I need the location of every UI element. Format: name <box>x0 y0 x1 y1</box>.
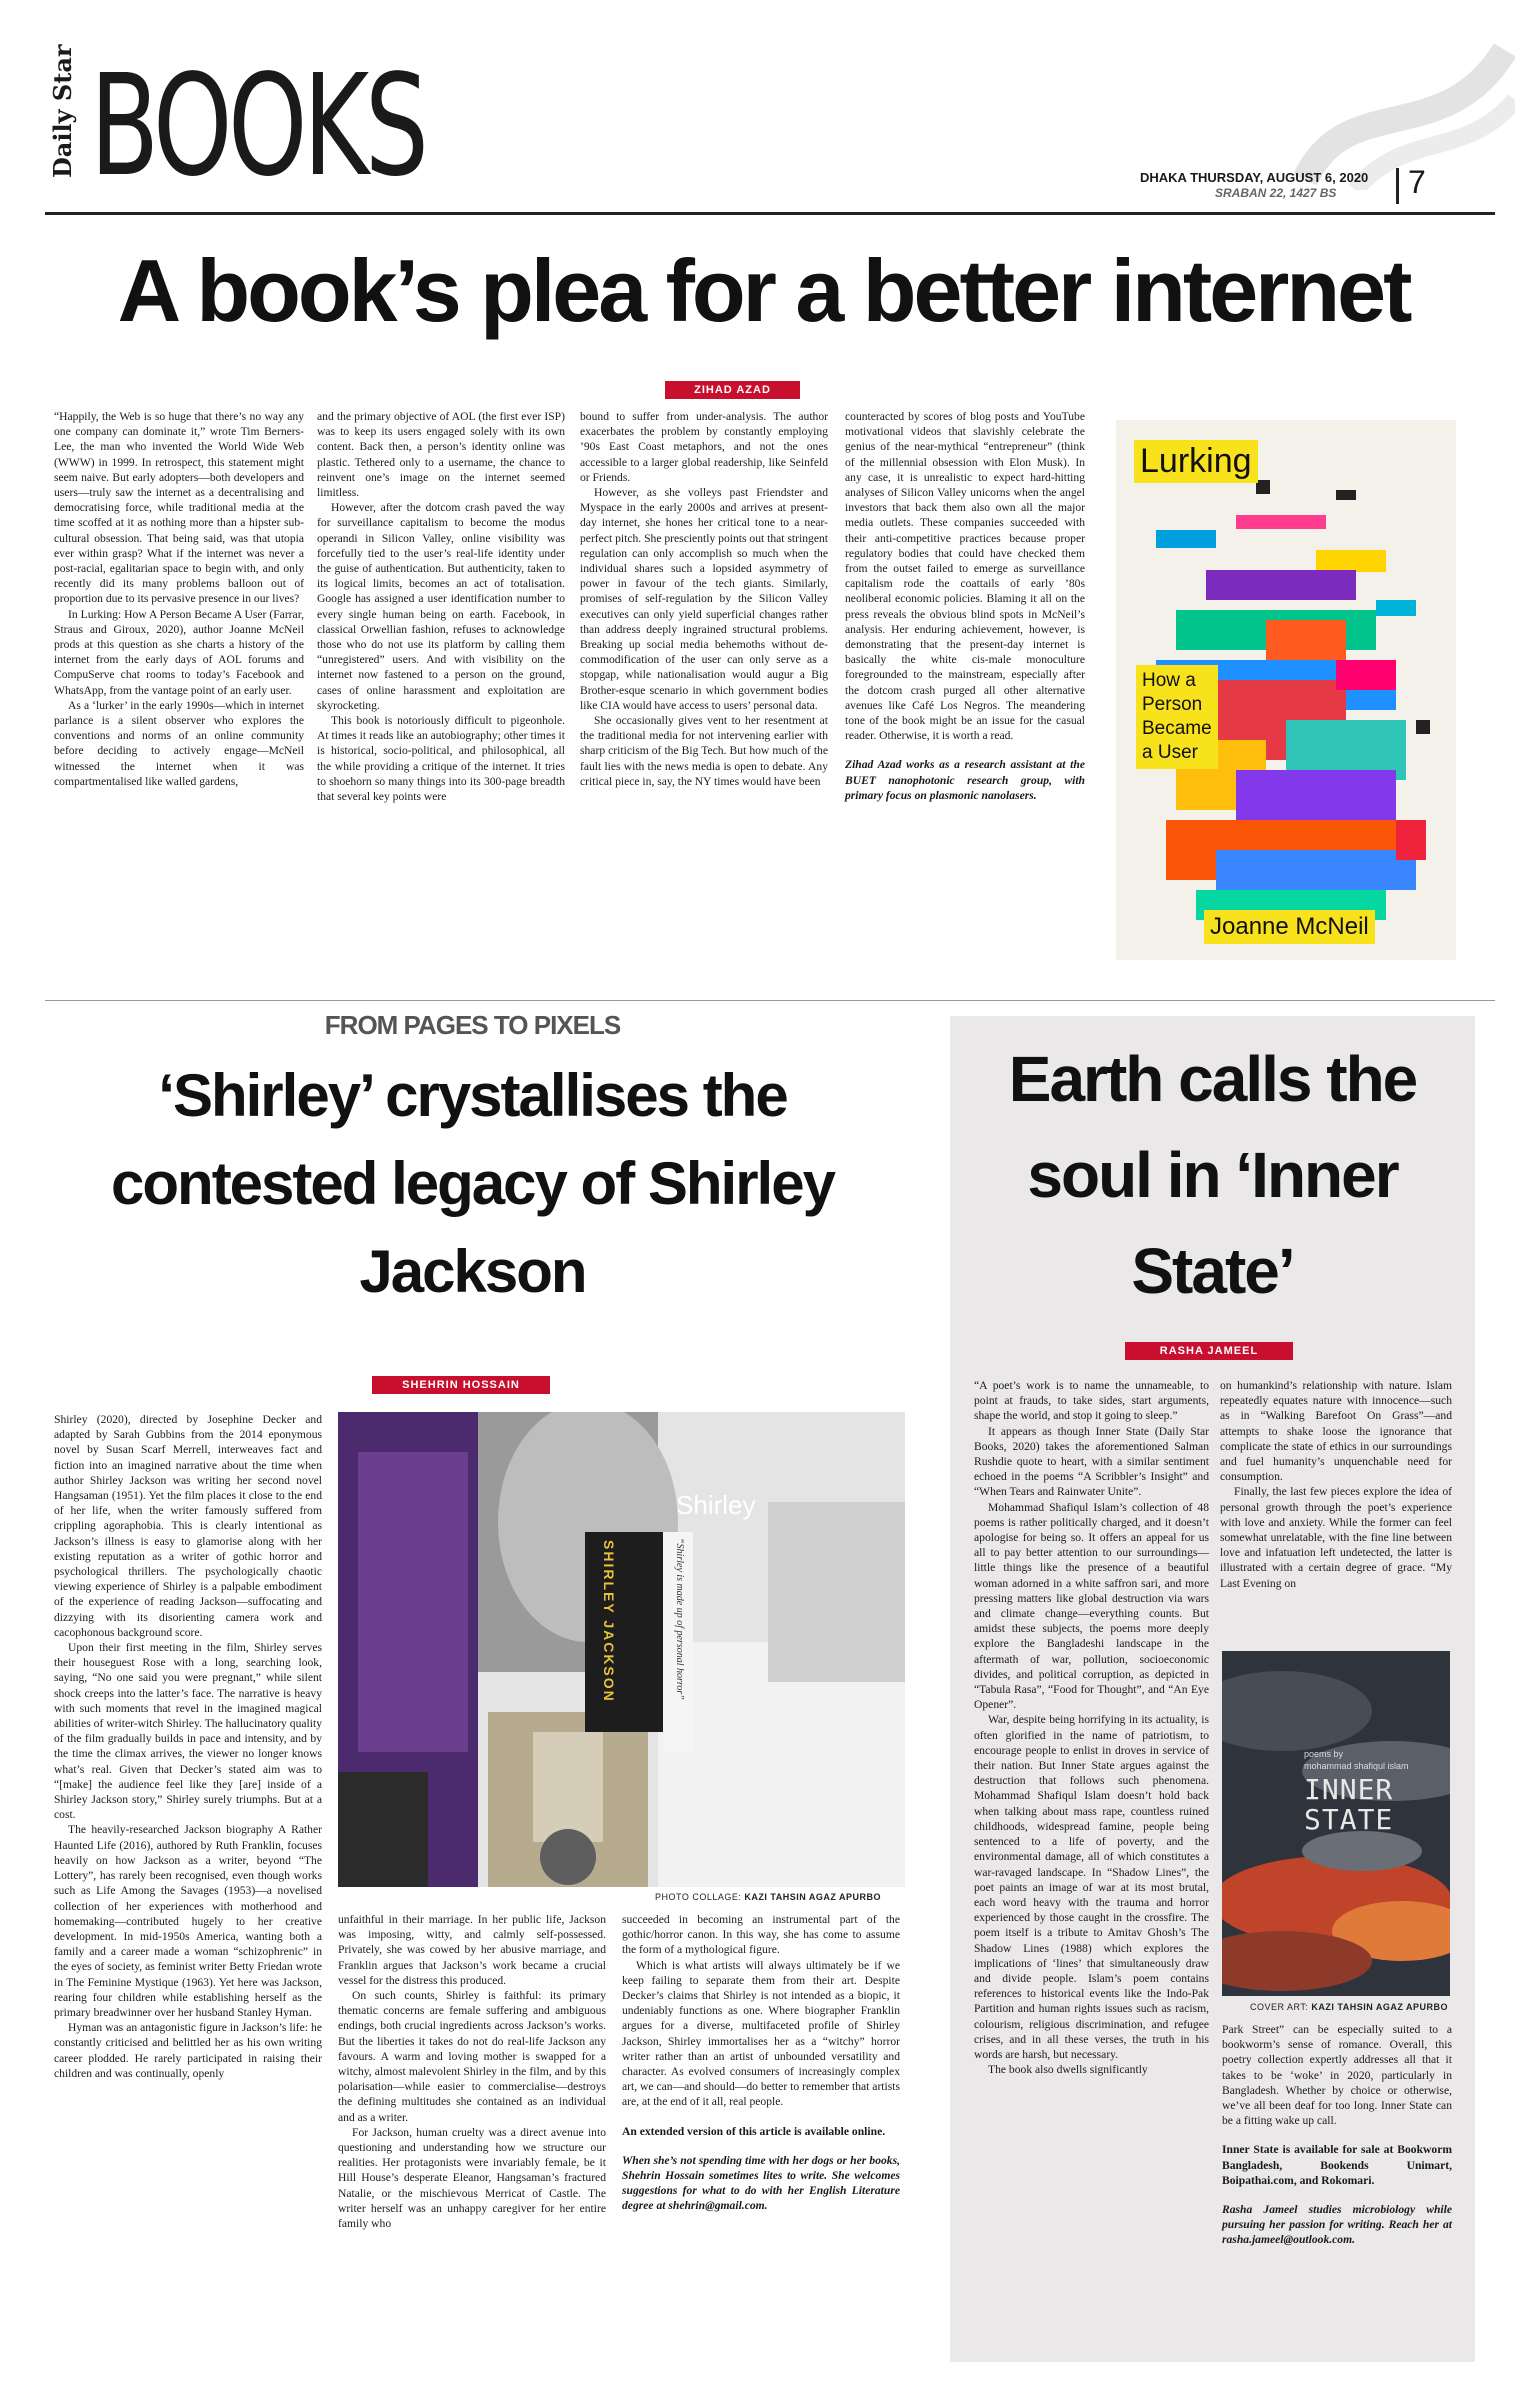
paragraph: and the primary objective of AOL (the first ever ISP) was to keep its users engaged solely with its own content. Back then, a person’s identity online was plastic. Tethered only to a username, the chance to reinvent one’s image on the internet seemed limitless. <box>317 410 565 500</box>
subtitle-line: Became <box>1142 718 1212 739</box>
author-bio: Rasha Jameel studies microbiology while pursuing her passion for writing. Reach her at rasha.jameel@outlook.com. <box>1222 2203 1452 2247</box>
bangla-date: SRABAN 22, 1427 BS <box>1215 186 1337 200</box>
cover-title-line: STATE <box>1304 1803 1394 1836</box>
paragraph: She occasionally gives vent to her resentment at the traditional media for not intervening earlier with sharp criticism of the Big Tech. But how much of the fault lies with the news media is open to debate. Any critical piece in, say, the NY times would have been <box>580 714 828 788</box>
collage-film-title: Shirley <box>676 1490 756 1520</box>
headline-line: ‘Shirley’ crystallises the <box>158 1062 787 1129</box>
author-bio: When she’s not spending time with her dogs or her books, Shehrin Hossain sometimes lites to write. She welcomes suggestions for what to do with her English Literature degree at shehrin@gmail.com. <box>622 2153 900 2213</box>
inner-state-book-cover <box>1222 1651 1450 1996</box>
subtitle-line: a User <box>1142 742 1198 763</box>
lurking-book-cover <box>1116 420 1456 960</box>
article3-sidebar <box>950 1016 1475 2362</box>
collage-book-side <box>663 1532 693 1752</box>
section-rule <box>45 1000 1495 1001</box>
paragraph: bound to suffer from under-analysis. The author exacerbates the problem by constantly employing ’90s East Coast metaphors, and not the ones accessible to a larger global readership, like Seinfeld or Friends. <box>580 410 828 484</box>
subtitle-line: Person <box>1142 694 1203 715</box>
paragraph: “Happily, the Web is so huge that there’s no way any one company can dominate it,” wrote Tim Berners-Lee, the man who invented the World Wide Web (WWW) in 1999. In retrospect, this statement might seem naive. But early adopters—both developers and users—truly saw the internet as a decentralising and democratising force, while traditional media at the time scoffed at it as nothing more than a hipster sub-cultural obsession. That being said, was that utopia ever within grasp? What if the internet was never a post-racial, egalitarian space to begin with, and only recently did its many problems balloon out of proportion due to its pervasive presence in our lives? <box>54 410 304 606</box>
paragraph: unfaithful in their marriage. In her public life, Jackson was imposing, witty, and calmly self-possessed. Privately, she was cowed by her abusive marriage, and Franklin argues that Jackson’s work became a crucial vessel for the distress this produced. <box>338 1913 606 1987</box>
paragraph: This book is notoriously difficult to pigeonhole. At times it reads like an autobiography; other times it is historical, socio-political, and philosophical, all the while providing a critique of the internet. It tries to shoehorn so many things into its 300-page breadth that several key points were <box>317 714 565 804</box>
paragraph: on humankind’s relationship with nature. Islam repeatedly equates nature with innocence—such as in “Walking Barefoot On Grass”—and attempts to shake loose the ignorance that complicate the state of ethics in our surroundings and fuel humanity’s unquenchable need for consumption. <box>1220 1379 1452 1484</box>
author-bio: Zihad Azad works as a research assistant at the BUET nanophotonic research group, with primary focus on plasmonic nanolasers. <box>845 758 1085 802</box>
paragraph: “A poet’s work is to name the unnameable, to point at frauds, to take sides, start arguments, shape the world, and stop it going to sleep.” <box>974 1379 1209 1423</box>
section-title: BOOKS <box>90 45 425 208</box>
article2-col1 <box>54 1412 322 2081</box>
masthead <box>0 0 1527 215</box>
shirley-photo-collage <box>338 1412 905 1887</box>
collage-book-side-text: “Shirley is made up of personal horror” <box>674 1538 685 1700</box>
date-line: DHAKA THURSDAY, AUGUST 6, 2020 <box>1140 170 1369 185</box>
paragraph: On such counts, Shirley is faithful: its primary thematic concerns are female suffering and ambiguous endings, both crucial ingredients across Jackson’s works. But the liberties it takes do not do real-life Jackson any favours. A warm and loving mother is swapped for a witchy, almost malevolent Shirley in the film, and by this polarisation—while easier to commercialise—destroys the defining multitudes she contained as an individual and as a writer. <box>338 1989 606 2124</box>
masthead-rule <box>45 212 1495 215</box>
paragraph: Which is what artists will always ultimately be if we keep failing to separate them from their art. Despite Decker’s claims that Shirley is not intended as a biopic, it undeniably functions as one. Where biographer Franklin argues for a diverse, multifaceted profile of Shirley Jackson, Shirley immortalises her as a “witchy” horror writer rather than an artist of unbounded versatility and character. As evolved consumers of increasingly complex art, we can—and should—do better to remember that artists are, at the end of it all, real people. <box>622 1958 900 2109</box>
article1-col1 <box>54 409 304 789</box>
availability-note: Inner State is available for sale at Bookworm Bangladesh, Bookends Unimart, Boipathai.com, and Rokomari. <box>1222 2143 1452 2187</box>
paragraph: As a ‘lurker’ in the early 1990s—which in internet parlance is a silent observer who explores the conventions and norms of an online community before deciding to actively engage—McNeil witnessed the internet when it was compartmentalised like walled gardens, <box>54 698 304 788</box>
paragraph: Mohammad Shafiqul Islam’s collection of 48 poems is rather politically charged, and it doesn’t apologise for being so. It offers an appeal for us all to pay better attention to our surroundings—little things like the presence of a beautiful woman adorned in a white saffron sari, and more pressing matters like global destruction via wars and climate change—everything counts. But amidst these subjects, the poems more deeply explore the Bangladeshi landscape in the aftermath of war, pollution, socioeconomic divides, and political corruption, as depicted in “Tabula Rasa”, “Food for Thought”, and “An Eye Opener”. <box>974 1500 1209 1712</box>
paragraph: The heavily-researched Jackson biography A Rather Haunted Life (2016), authored by Ruth Franklin, focuses heavily on how Jackson as a writer, beyond “The Lottery”, has rarely been recognised, even though works such as Life Among the Savages (1953)—a novelised collection of her experiences with motherhood and homemaking—contributed hugely to her creative development. In mid-1950s America, wanting both a family and a career made a woman “schizophrenic” in the eyes of society, as feminist writer Betty Friedan wrote in The Feminine Mystique (1963). Yet here was Jackson, rearing four children while establishing herself as the primary breadwinner over her husband Stanley Hyman. <box>54 1823 322 2019</box>
cover-poet: mohammad shafiqul islam <box>1304 1761 1409 1771</box>
article1-col3 <box>580 409 828 789</box>
credit-name: KAZI TAHSIN AGAZ APURBO <box>744 1892 882 1902</box>
article1-col4 <box>845 409 1085 803</box>
cover-title-line: INNER <box>1304 1773 1394 1806</box>
article3-col2 <box>1220 1378 1452 1591</box>
article3-cover-credit <box>1250 2002 1448 2012</box>
article2-photo-credit <box>655 1892 881 1902</box>
paragraph: In Lurking: How A Person Became A User (Farrar, Straus and Giroux, 2020), author Joanne McNeil prods at this question as she charts a history of the internet from the early days of AOL forums and CompuServe chat rooms to today’s Facebook and WhatsApp, from the vantage point of an early user. <box>54 607 304 697</box>
cover-title: Lurking <box>1134 440 1258 483</box>
headline-line: soul in ‘Inner <box>1027 1139 1398 1211</box>
article3-col2-continued <box>1222 2022 1452 2248</box>
article1-headline: A book’s plea for a better internet <box>117 241 1410 340</box>
paragraph: succeeded in becoming an instrumental part of the gothic/horror canon. In this way, she has come to assume the form of a mythological figure. <box>622 1913 900 1957</box>
article2-kicker: FROM PAGES TO PIXELS <box>324 1010 621 1040</box>
paragraph: However, after the dotcom crash paved the way for surveillance capitalism to become the modus operandi in Silicon Valley, online visibility was forcefully tied to the user’s real-life identity under the guise of authentication. But authenticity, taken to its logical limits, becomes an act of totalisation. Google has assigned a user identification number to every single human being on earth. Facebook, in classical Orwellian fashion, refuses to acknowledge those who do not use its platform by calling them “unregistered” users. And with visibility on the internet now fastened to a person on the ground, cases of online harassment and exploitation are skyrocketing. <box>317 501 565 712</box>
article3-byline: RASHA JAMEEL <box>1125 1342 1293 1360</box>
credit-name: KAZI TAHSIN AGAZ APURBO <box>1311 2002 1449 2012</box>
headline-line: Earth calls the <box>1008 1043 1417 1115</box>
subtitle-line: How a <box>1142 670 1196 691</box>
article3-col1 <box>974 1378 1209 2077</box>
paragraph: War, despite being horrifying in its actuality, is often glorified in the name of patriotism, to encourage people to enlist in droves in service of their nation. But Inner State argues against the destruction that follows such phenomena. Mohammad Shafiqul Islam doesn’t hold back when talking about mass rape, countless ruined childhoods, widespread famine, people being sentenced to a life of poverty, and the environmental damage, all of which constitutes a war-ravaged landscape. In “Shadow Lines”, the poet paints an image of war at its most brutal, each word heavy with the trauma and horror experienced by those caught in the crossfire. The poem itself is a tribute to Amitav Ghosh’s The Shadow Lines (1988) which explores the implications of ‘lines’ that simultaneously draw and divide people. Islam’s poem contains references to historical events like the Indo-Pak Partition and human rights issues such as racism, colourism, religious discrimination, and refugee crises, and in all these verses, the truth in his words are harsh, but necessary. <box>974 1713 1209 2061</box>
cover-subtitle <box>1136 665 1218 769</box>
paper-logo: Daily Star <box>48 44 77 178</box>
headline-line: contested legacy of Shirley <box>111 1150 834 1217</box>
paragraph: counteracted by scores of blog posts and YouTube motivational videos that slavishly celebrate the genius of the near-mythical “entrepreneur” (think of the millennial obsession with Elon Musk). In any case, it is unrealistic to expect hard-hitting analyses of Silicon Valley unicorns when the angel investors that back them also own all the major media outlets. These companies succeeded with their anti-competitive practices because proper regulatory bodies that could have checked them from the outset failed to emerge as surveillance capitalism rode the coattails of early ’80s neoliberal economic policies. Blaming it all on the press reveals the obvious blind spots in McNeil’s analysis. Her enduring achievement, however, is demonstrating that the present-day internet is basically the white cis-male monoculture foregrounded to the mainstream, especially after the dotcom crash purged all other alternative avenues like Café Los Negros. The meandering tone of the book might be an issue for the casual reader. Otherwise, it is worth a read. <box>845 410 1085 743</box>
collage-book-spine <box>585 1532 663 1732</box>
collage-book-title: SHIRLEY JACKSON <box>601 1540 617 1703</box>
page-number: 7 <box>1408 164 1426 200</box>
paragraph: Park Street” can be especially suited to a bookworm’s sense of romance. Overall, this poetry collection expertly addresses all that it takes to be ‘woke’ in 2020, particularly in Bangladesh. Whether by choice or otherwise, we’ve all been deaf for too long. Inner State can be a fitting wake up call. <box>1222 2023 1452 2128</box>
paragraph: It appears as though Inner State (Daily Star Books, 2020) takes the aforementioned Salman Rushdie quote to heart, with a similar sentiment echoed in the poems “A Scribbler’s Insight” and “When Tears and Rainwater Unite”. <box>974 1424 1209 1499</box>
cover-author: Joanne McNeil <box>1204 910 1375 944</box>
article3-headline <box>950 1031 1475 1319</box>
paragraph: However, as she volleys past Friendster and Myspace in the early 2000s and arrives at present-day internet, she hones her critical tone to a near-perfect pitch. She presciently points out that stringent regulation can only accomplish so much when the individual shares such a lopsided asymmetry of power in favour of the tech giants. Similarly, promises of self-regulation by the Silicon Valley executives can only yield superficial changes rather than address deeply ingrained structural problems. Breaking up social media behemoths without de-commodification of the user can only serve as a stopgap, while nationalisation would augur a Big Brother-esque scenario in which government bodies like CIA would have access to users’ personal data. <box>580 486 828 712</box>
paragraph: Hyman was an antagonistic figure in Jackson’s life: he constantly criticised and belittled her as his own writing career plodded. He rarely participated in raising their children and was continually, openly <box>54 2021 322 2080</box>
article2-col2 <box>338 1912 606 2231</box>
extended-note: An extended version of this article is available online. <box>622 2124 886 2138</box>
decorative-swoosh-icon <box>1265 30 1515 190</box>
article1-col2 <box>317 409 565 804</box>
paragraph: Shirley (2020), directed by Josephine Decker and adapted by Sarah Gubbins from the 2014 eponymous novel by Susan Scarf Merrell, interweaves fact and fiction into an imagined narrative about the time when author Shirley Jackson was writing her second novel Hangsaman (1951). Yet the film places it close to the end of her life, when the writer famously suffered from crippling agoraphobia. This is clearly intentional as Jackson’s illness is easy to glamorise along with her existing reputation as a writer of gothic horror and psychological thrillers. The psychologically chaotic viewing experience of Shirley is a palpable embodiment of the experience of reading Jackson—suffocating and dizzying with its disorienting camera work and cacophonous background score. <box>54 1413 322 1639</box>
credit-label: COVER ART: <box>1250 2002 1309 2012</box>
cover-title <box>1304 1775 1393 1835</box>
article2-byline: SHEHRIN HOSSAIN <box>372 1376 550 1394</box>
article2-col3 <box>622 1912 900 2214</box>
credit-label: PHOTO COLLAGE: <box>655 1892 742 1902</box>
cover-small-text: poems by <box>1304 1749 1344 1759</box>
page-divider <box>1396 168 1399 204</box>
headline-line: State’ <box>1131 1235 1294 1307</box>
paragraph: Upon their first meeting in the film, Shirley serves their houseguest Rose with a long, searching look, saying, “No one said you were pregnant,” while silent shock creeps into the latter’s face. The narrative is heavy with such moments that revel in the imagined magical abilities of writer-witch Shirley. The hallucinatory quality of the film gradually builds in pace and intensity, and by the time the climax arrives, the viewer no longer knows what’s real. Given that Decker’s stated aim was to “[make] the audience feel like they [are] inside of a Shirley Jackson story,” Shirley surely triumphs. But at a cost. <box>54 1641 322 1822</box>
article1-byline: ZIHAD AZAD <box>665 381 800 399</box>
paragraph: For Jackson, human cruelty was a direct avenue into questioning and understanding how we structure our realities. Her protagonists were invariably female, be it Hill House’s desperate Eleanor, Hangsaman’s fractured Natalie, or the mischievous Merricat of Castle. The writer herself was an unhappy caregiver for her entire family who <box>338 2125 606 2231</box>
paragraph: The book also dwells significantly <box>988 2063 1148 2077</box>
paragraph: Finally, the last few pieces explore the idea of personal growth through the poet’s experience with love and anxiety. While the former can feel somewhat unrelatable, with the fine line between love and infatuation left undetected, the latter is illustrated with a certain degree of grace. “My Last Evening on <box>1220 1485 1452 1590</box>
article2-headline <box>0 1052 945 1316</box>
headline-line: Jackson <box>359 1238 586 1305</box>
